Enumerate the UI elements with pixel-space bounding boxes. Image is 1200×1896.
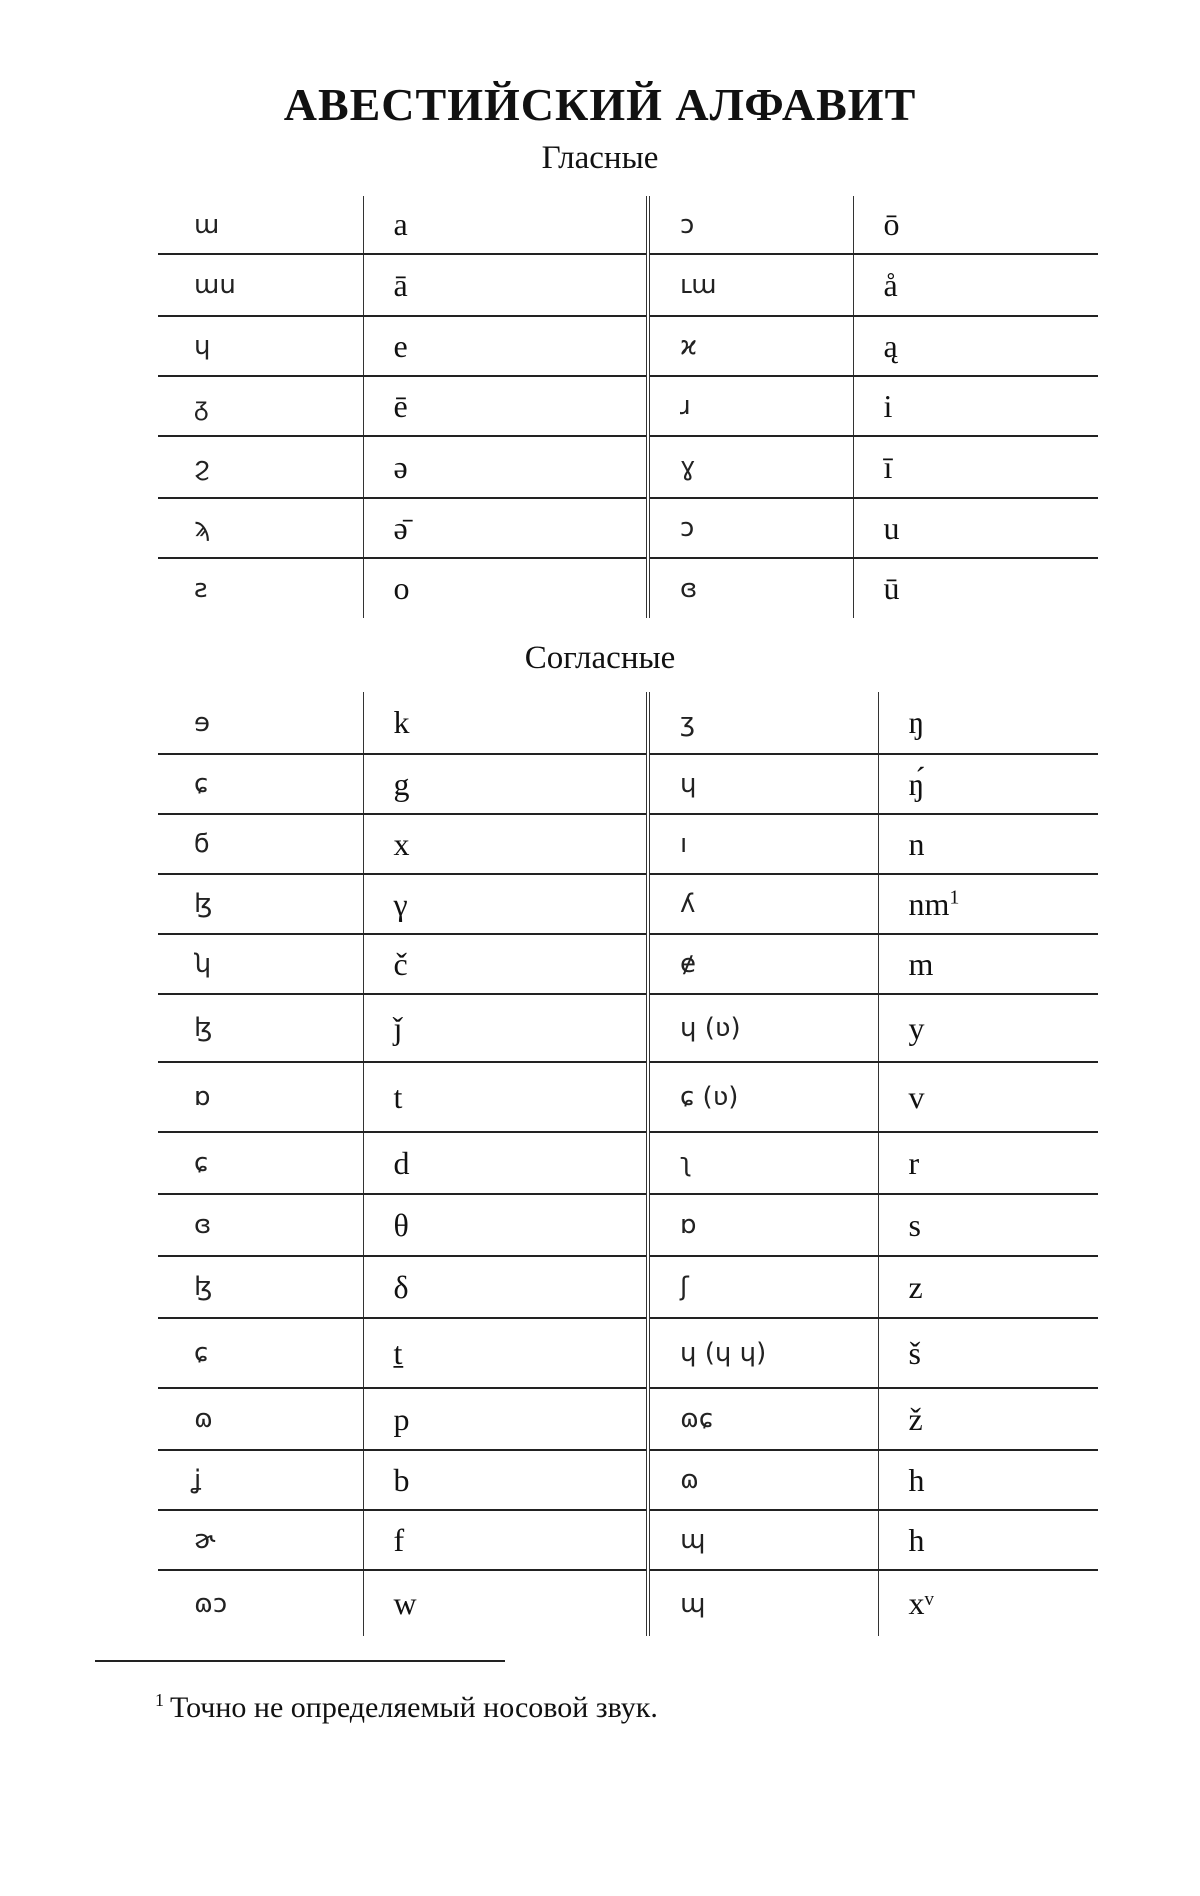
page-title: АВЕСТИЙСКИЙ АЛФАВИТ	[283, 79, 917, 130]
table-row	[158, 196, 1098, 254]
table-row	[158, 436, 1098, 498]
transliteration: δ	[363, 1256, 648, 1318]
table-row	[158, 814, 1098, 874]
footnote-mark: 1	[155, 1690, 164, 1710]
transliteration: ŋ́	[878, 754, 1098, 814]
transliteration: p	[363, 1388, 648, 1450]
avestan-glyph: ɹ	[648, 376, 853, 436]
transliteration: a	[363, 196, 648, 254]
avestan-glyph: ɷɕ	[648, 1388, 878, 1450]
footnote-divider	[95, 1660, 505, 1662]
transliteration: r	[878, 1132, 1098, 1194]
avestan-glyph: ɞ	[158, 1194, 363, 1256]
avestan-glyph: ı	[648, 814, 878, 874]
avestan-glyph: ϩ	[158, 436, 363, 498]
transliteration: ū	[883, 570, 900, 606]
avestan-glyph: ʒ	[648, 692, 878, 754]
avestan-glyph: ɕ (ʋ)	[648, 1062, 878, 1132]
avestan-glyph: ɥ	[648, 754, 878, 814]
table-row	[158, 1256, 1098, 1318]
transliteration: ə̄	[363, 498, 648, 558]
transliteration: b	[363, 1450, 648, 1510]
table-row	[158, 934, 1098, 994]
table-row	[158, 1570, 1098, 1636]
table-row	[158, 1450, 1098, 1510]
transliteration: d	[363, 1132, 648, 1194]
avestan-glyph: ϡ	[158, 498, 363, 558]
table-row	[158, 692, 1098, 754]
transliteration: s	[878, 1194, 1098, 1256]
avestan-glyph: ɣ	[648, 436, 853, 498]
table-row	[158, 1318, 1098, 1388]
table-row	[158, 1132, 1098, 1194]
transliteration: u	[853, 498, 1098, 558]
avestan-glyph: ɕ	[158, 1318, 363, 1388]
transliteration: w	[363, 1570, 648, 1636]
table-row	[158, 254, 1098, 316]
avestan-glyph: ƨ	[158, 558, 363, 618]
transliteration: h	[878, 1510, 1098, 1570]
avestan-glyph: ɔ	[648, 196, 853, 254]
table-row	[158, 1510, 1098, 1570]
avestan-glyph: ɥ (ʋ)	[648, 994, 878, 1062]
transliteration: xᵛ	[908, 1585, 934, 1621]
transliteration: š	[878, 1318, 1098, 1388]
avestan-glyph: ɔ	[648, 498, 853, 558]
transliteration: h	[878, 1450, 1098, 1510]
table-row	[158, 376, 1098, 436]
transliteration: i	[853, 376, 1098, 436]
avestan-glyph: ɕ	[158, 1132, 363, 1194]
transliteration: ŋ	[878, 692, 1098, 754]
transliteration: f	[363, 1510, 648, 1570]
avestan-glyph: ɒ	[158, 1062, 363, 1132]
transliteration: k	[363, 692, 648, 754]
transliteration: γ	[363, 874, 648, 934]
transliteration: n	[878, 814, 1098, 874]
footnote	[155, 1690, 658, 1725]
avestan-glyph: ϭ	[158, 814, 363, 874]
table-row	[158, 558, 1098, 618]
table-row	[158, 498, 1098, 558]
transliteration: č	[363, 934, 648, 994]
avestan-glyph: ᵹ	[158, 376, 363, 436]
avestan-glyph: ϰ	[648, 316, 853, 376]
avestan-glyph: ɞ	[648, 558, 853, 618]
transliteration: e	[363, 316, 648, 376]
table-row	[158, 1062, 1098, 1132]
consonants-table	[158, 692, 1098, 1636]
table-row	[158, 1388, 1098, 1450]
avestan-glyph: ɷ	[158, 1388, 363, 1450]
transliteration: z	[878, 1256, 1098, 1318]
transliteration: ə	[363, 436, 648, 498]
avestan-glyph: ʃ	[648, 1256, 878, 1318]
avestan-glyph: ɮ	[158, 874, 363, 934]
transliteration: θ	[363, 1194, 648, 1256]
transliteration: ṯ	[363, 1318, 648, 1388]
table-row	[158, 994, 1098, 1062]
transliteration: ą	[853, 316, 1098, 376]
avestan-glyph: ɷɔ	[158, 1570, 363, 1636]
transliteration: ž	[878, 1388, 1098, 1450]
avestan-glyph: ɰ	[648, 1570, 878, 1636]
transliteration: t	[363, 1062, 648, 1132]
avestan-glyph: ɒ	[648, 1194, 878, 1256]
transliteration: g	[363, 754, 648, 814]
table-row	[158, 874, 1098, 934]
transliteration: ē	[363, 376, 648, 436]
vowels-table	[158, 196, 1098, 618]
avestan-glyph: ɷ	[648, 1450, 878, 1510]
avestan-glyph: ɚ	[158, 1510, 363, 1570]
transliteration: o	[363, 558, 648, 618]
transliteration: y	[878, 994, 1098, 1062]
vowels-heading: Гласные	[541, 140, 659, 176]
avestan-glyph: ɮ	[158, 1256, 363, 1318]
transliteration: x	[363, 814, 648, 874]
avestan-glyph: ʅ	[648, 1132, 878, 1194]
avestan-glyph: ɥ (ɥ ɥ)	[648, 1318, 878, 1388]
table-row	[158, 316, 1098, 376]
transliteration: m	[878, 934, 1098, 994]
avestan-glyph: աս	[158, 254, 363, 316]
footnote-text: Точно не определяемый носовой звук.	[170, 1691, 658, 1724]
consonants-heading: Согласные	[524, 640, 676, 676]
transliteration: ō	[853, 196, 1098, 254]
avestan-glyph: ʝ	[158, 1450, 363, 1510]
table-row	[158, 754, 1098, 814]
transliteration: ī	[853, 436, 1098, 498]
avestan-glyph: ɕ	[158, 754, 363, 814]
avestan-glyph: ա	[158, 196, 363, 254]
table-row	[158, 1194, 1098, 1256]
avestan-glyph: ɘ	[158, 692, 363, 754]
transliteration: å	[853, 254, 1098, 316]
transliteration: ā	[363, 254, 648, 316]
avestan-glyph: ɮ	[158, 994, 363, 1062]
avestan-glyph: ɥ	[158, 316, 363, 376]
transliteration: $nm^1$	[878, 874, 1098, 934]
footnote-reference: 1	[949, 885, 960, 908]
avestan-glyph: ʎ	[648, 874, 878, 934]
avestan-glyph: ʮ	[158, 934, 363, 994]
transliteration: v	[878, 1062, 1098, 1132]
avestan-glyph: ɰ	[648, 1510, 878, 1570]
avestan-glyph: ւա	[648, 254, 853, 316]
avestan-glyph: ɇ	[648, 934, 878, 994]
transliteration: ǰ	[363, 994, 648, 1062]
